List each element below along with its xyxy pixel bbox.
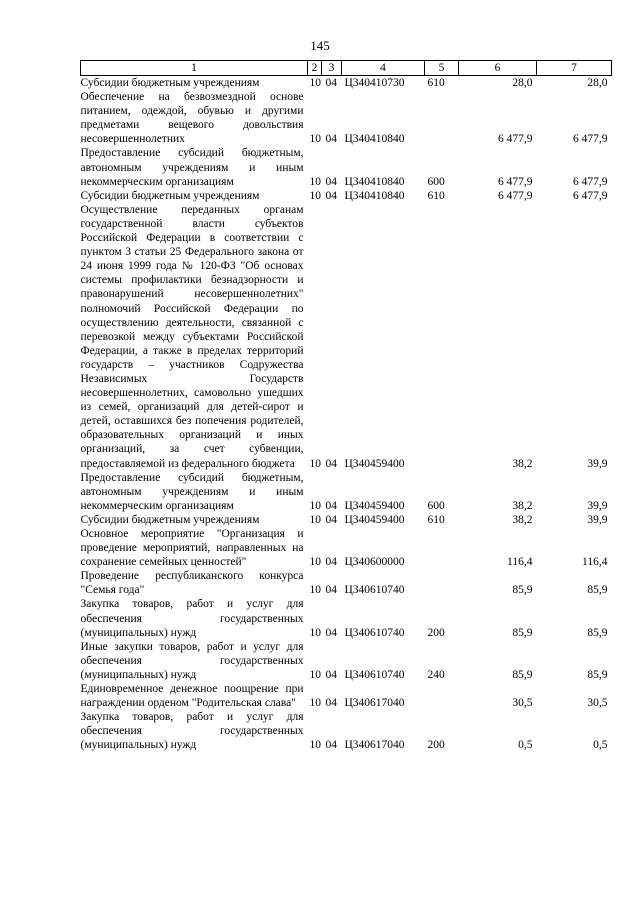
row-amount-1: 6 477,9 (498, 175, 533, 188)
row-name: Закупка товаров, работ и услуг для обеспечения государственных (муниципальных) нужд (80, 711, 304, 752)
row-amount-2: 85,9 (587, 626, 608, 639)
row-amount-1: 116,4 (507, 556, 533, 569)
col-header-amount-2: 7 (537, 61, 612, 76)
row-subsection: 04 (325, 626, 337, 639)
row-subsection: 04 (325, 499, 337, 512)
row-section: 10 (309, 189, 321, 202)
row-section: 10 (309, 668, 321, 681)
row-name: Иные закупки товаров, работ и услуг для обеспечения государственных (муниципальных) нужд (80, 640, 304, 681)
row-section: 10 (309, 499, 321, 512)
row-section: 10 (309, 697, 321, 710)
col-header-target-article: 4 (342, 61, 425, 76)
row-amount-1: 38,2 (512, 513, 533, 526)
row-target-article: Ц340610740 (344, 626, 405, 639)
table-row (81, 569, 612, 597)
row-target-article: Ц340600000 (344, 556, 405, 569)
row-expense-type (425, 90, 459, 146)
row-name: Обеспечение на безвозмездной основе питанием, одеждой, обувью и другими предметами вещевого довольствия несовершеннолетних (80, 91, 304, 146)
row-expense-type: 200 (427, 626, 445, 639)
row-section: 10 (309, 175, 321, 188)
row-expense-type: 600 (427, 499, 445, 512)
row-amount-2: 6 477,9 (573, 175, 608, 188)
row-amount-2: 116,4 (582, 556, 608, 569)
row-section: 10 (309, 77, 321, 89)
row-amount-1: 38,2 (512, 457, 533, 470)
col-header-name: 1 (81, 61, 308, 76)
row-section: 10 (309, 739, 321, 752)
table-row (81, 710, 612, 752)
row-name: Единовременное денежное поощрение при награждении орденом "Родительская слава" (80, 683, 304, 710)
row-amount-1: 0,5 (518, 739, 533, 752)
row-section: 10 (309, 556, 321, 569)
row-name: Осуществление переданных органам государственной власти субъектов Российской Федерации в соответствии с пунктом 3 статьи 25 Федерального закона от 24 июня 1999 года № 120-ФЗ "Об основах системы профилактики безнадзорности и правонарушений несовершеннолетних" полномочий Российской Федерации по осуществлению деятельности, связанной с перевозкой между субъектами Российской Федерации, а также в пределах территорий государств – участников Содружества Независимых Государств несовершеннолетних, самовольно ушедших из семей, организаций для детей-сирот и детей, оставшихся без попечения родителей, образовательных организаций и иных организаций, за счет субвенции, предоставляемой из федерального бюджета (80, 203, 304, 470)
table-row (81, 146, 612, 188)
table-row (81, 640, 612, 682)
table-row (81, 90, 612, 146)
row-target-article: Ц340459400 (344, 499, 405, 512)
row-name: Субсидии бюджетным учреждениям (80, 513, 260, 526)
table-row (81, 682, 612, 710)
row-amount-1: 38,2 (512, 499, 533, 512)
row-section: 10 (309, 133, 321, 146)
row-subsection: 04 (325, 556, 337, 569)
row-amount-2: 85,9 (587, 668, 608, 681)
row-target-article: Ц340610740 (344, 584, 405, 597)
row-name: Предоставление субсидий бюджетным, автономным учреждениям и иным некоммерческим организациям (80, 147, 304, 188)
row-section: 10 (309, 457, 321, 470)
row-subsection: 04 (325, 739, 337, 752)
row-target-article: Ц340410730 (344, 77, 405, 89)
table-row (81, 203, 612, 471)
row-amount-1: 28,0 (512, 77, 533, 89)
row-section: 10 (309, 584, 321, 597)
col-header-section: 2 (308, 61, 322, 76)
row-name: Предоставление субсидий бюджетным, автономным учреждениям и иным некоммерческим организациям (80, 471, 304, 512)
row-expense-type: 600 (427, 175, 445, 188)
col-header-expense-type: 5 (425, 61, 459, 76)
row-subsection: 04 (325, 513, 337, 526)
row-target-article: Ц340610740 (344, 668, 405, 681)
row-subsection: 04 (325, 133, 337, 146)
row-expense-type: 610 (427, 189, 445, 202)
row-target-article: Ц340617040 (344, 739, 405, 752)
page-number: 145 (310, 38, 330, 53)
row-name: Субсидии бюджетным учреждениям (80, 189, 260, 202)
row-amount-1: 6 477,9 (498, 189, 533, 202)
row-section: 10 (309, 513, 321, 526)
row-expense-type (425, 569, 459, 597)
budget-table (80, 60, 612, 753)
row-expense-type: 240 (427, 668, 445, 681)
row-amount-2: 28,0 (587, 77, 608, 89)
row-section: 10 (309, 626, 321, 639)
row-target-article: Ц340410840 (344, 189, 405, 202)
row-target-article: Ц340617040 (344, 697, 405, 710)
table-header (81, 61, 612, 76)
row-subsection: 04 (325, 668, 337, 681)
row-amount-2: 39,9 (587, 499, 608, 512)
row-subsection: 04 (325, 189, 337, 202)
row-subsection: 04 (325, 457, 337, 470)
table-row (81, 189, 612, 203)
col-header-subsection: 3 (322, 61, 342, 76)
table-row (81, 471, 612, 513)
row-target-article: Ц340410840 (344, 133, 405, 146)
row-amount-1: 85,9 (512, 668, 533, 681)
row-name: Субсидии бюджетным учреждениям (80, 77, 260, 89)
table-row (81, 513, 612, 527)
header-row (81, 61, 612, 76)
row-target-article: Ц340459400 (344, 513, 405, 526)
row-expense-type (425, 203, 459, 471)
row-expense-type: 610 (427, 77, 445, 89)
col-header-amount-1: 6 (459, 61, 537, 76)
row-amount-2: 85,9 (587, 584, 608, 597)
row-amount-2: 0,5 (593, 739, 608, 752)
row-expense-type: 610 (427, 513, 445, 526)
row-subsection: 04 (325, 584, 337, 597)
row-amount-2: 6 477,9 (573, 189, 608, 202)
table-row (81, 597, 612, 639)
row-amount-2: 30,5 (587, 697, 608, 710)
row-expense-type: 200 (427, 739, 445, 752)
row-target-article: Ц340459400 (344, 457, 405, 470)
row-subsection: 04 (325, 175, 337, 188)
row-name: Закупка товаров, работ и услуг для обеспечения государственных (муниципальных) нужд (80, 598, 304, 639)
row-amount-2: 6 477,9 (573, 133, 608, 146)
row-amount-2: 39,9 (587, 457, 608, 470)
row-expense-type (425, 527, 459, 569)
row-amount-2: 39,9 (587, 513, 608, 526)
row-amount-1: 6 477,9 (498, 133, 533, 146)
row-name: Проведение республиканского конкурса "Семья года" (80, 570, 304, 597)
row-expense-type (425, 682, 459, 710)
row-target-article: Ц340410840 (344, 175, 405, 188)
row-amount-1: 30,5 (512, 697, 533, 710)
row-amount-1: 85,9 (512, 584, 533, 597)
row-subsection: 04 (325, 697, 337, 710)
table-body (81, 76, 612, 753)
row-name: Основное мероприятие "Организация и проведение мероприятий, направленных на сохранение семейных ценностей" (80, 528, 304, 569)
row-subsection: 04 (325, 77, 337, 89)
table-row (81, 527, 612, 569)
table-row (81, 76, 612, 91)
row-amount-1: 85,9 (512, 626, 533, 639)
